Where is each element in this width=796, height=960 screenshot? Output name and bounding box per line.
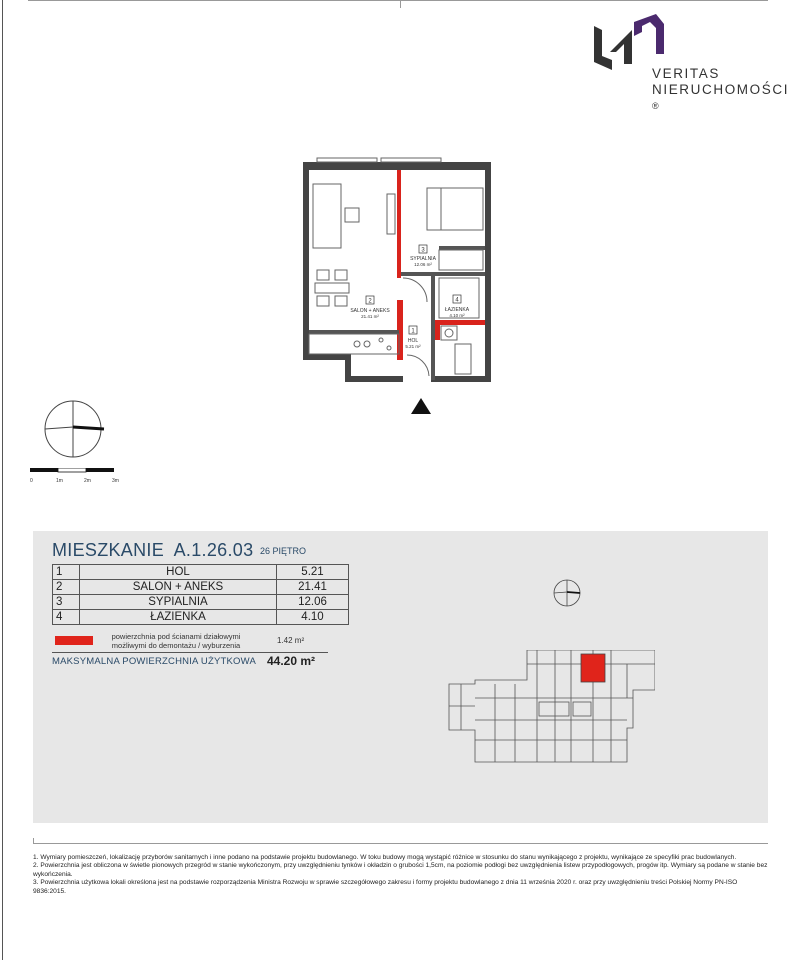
divider — [52, 652, 328, 653]
plan-room-1-num: 1 — [411, 328, 415, 335]
logo-line1: VERITAS — [652, 66, 720, 81]
compass-small-icon — [550, 576, 584, 610]
footnote: 1. Wymiary pomieszczeń, lokalizację przyborów sanitarnych i inne podano na podstawie projektu budowlanego. W toku budowy mogą wystąpić różnice w stosunku do stanu wynikającego z projektu, wynikające ze specyfiki prac budowlanych. — [33, 854, 737, 861]
plan-room-3-area: 12.06 m² — [414, 262, 432, 267]
rooms-table — [52, 564, 349, 625]
table-row — [53, 580, 349, 595]
compass-icon — [40, 398, 110, 460]
max-area-value: 44.20 m² — [267, 654, 316, 668]
footnotes — [33, 854, 768, 896]
footnote: 3. Powierzchnia użytkowa lokali określona jest na podstawie rozporządzenia Ministra Rozwoju w sprawie szczegółowego zakresu i formy projektu budowlanego z dnia 11 września 2020 r. oraz przy uwzględnieniu treści Polskiej Normy PN-ISO 9836:2015. — [33, 879, 738, 895]
logo-wordmark — [652, 66, 796, 119]
plan-room-2-name: SALON + ANEKS — [350, 308, 390, 314]
logo-line2: NIERUCHOMOŚCI — [652, 82, 790, 97]
plan-room-3-num: 3 — [421, 247, 425, 254]
table-row — [53, 565, 349, 580]
top-tick — [400, 0, 401, 8]
room-area: 12.06 — [277, 595, 349, 610]
room-name: HOL — [80, 565, 277, 580]
entrance-arrow-icon — [411, 398, 431, 414]
plan-room-3-name: SYPIALNIA — [410, 256, 436, 262]
table-row — [53, 595, 349, 610]
legend-text: powierzchnia pod ścianami działowymi możliwymi do demontażu / wyburzenia — [111, 632, 241, 650]
scale-label-3: 3m — [112, 478, 119, 484]
room-name: ŁAZIENKA — [80, 610, 277, 625]
room-num: 4 — [53, 610, 80, 625]
top-border — [28, 0, 768, 1]
room-name: SYPIALNIA — [80, 595, 277, 610]
scale-bar — [30, 468, 130, 484]
room-area: 21.41 — [277, 580, 349, 595]
room-name: SALON + ANEKS — [80, 580, 277, 595]
plan-room-1-area: 5.21 m² — [405, 344, 421, 349]
plan-room-2-num: 2 — [368, 298, 372, 305]
plan-room-1-name: HOL — [407, 338, 419, 344]
room-area: 4.10 — [277, 610, 349, 625]
room-area: 5.21 — [277, 565, 349, 580]
scale-label-2: 2m — [84, 478, 91, 484]
room-num: 1 — [53, 565, 80, 580]
plan-room-4-name: ŁAZIENKA — [444, 307, 470, 313]
table-row — [53, 610, 349, 625]
page-border-left — [2, 0, 3, 960]
footer-divider — [33, 843, 768, 844]
room-num: 3 — [53, 595, 80, 610]
registered-mark: ® — [652, 101, 661, 111]
floor-plan — [295, 150, 495, 390]
scale-label-0: 0 — [30, 478, 33, 484]
floor-key-plan — [445, 650, 655, 775]
max-area-label: MAKSYMALNA POWIERZCHNIA UŻYTKOWA — [52, 656, 256, 667]
footnote: 2. Powierzchnia jest obliczona w świetle pionowych przegród w stanie wykończonym, przy uwzględnieniu tynków i okładzin o grubości 1,5cm, na poziomie podłogi bez uwzględnienia listew przypodłogowych, progów itp. Wymiary są podane w stanie bez wykończenia. — [33, 862, 768, 878]
plan-room-4-num: 4 — [455, 297, 459, 304]
plan-room-4-area: 4.10 m² — [449, 313, 465, 318]
floor-label: 26 PIĘTRO — [260, 546, 307, 556]
plan-room-2-area: 21.41 m² — [361, 314, 379, 319]
legend-value: 1.42 m² — [277, 636, 305, 645]
room-num: 2 — [53, 580, 80, 595]
scale-label-1: 1m — [56, 478, 63, 484]
apartment-title: MIESZKANIE A.1.26.03 — [52, 540, 254, 560]
legend-swatch — [55, 636, 93, 645]
